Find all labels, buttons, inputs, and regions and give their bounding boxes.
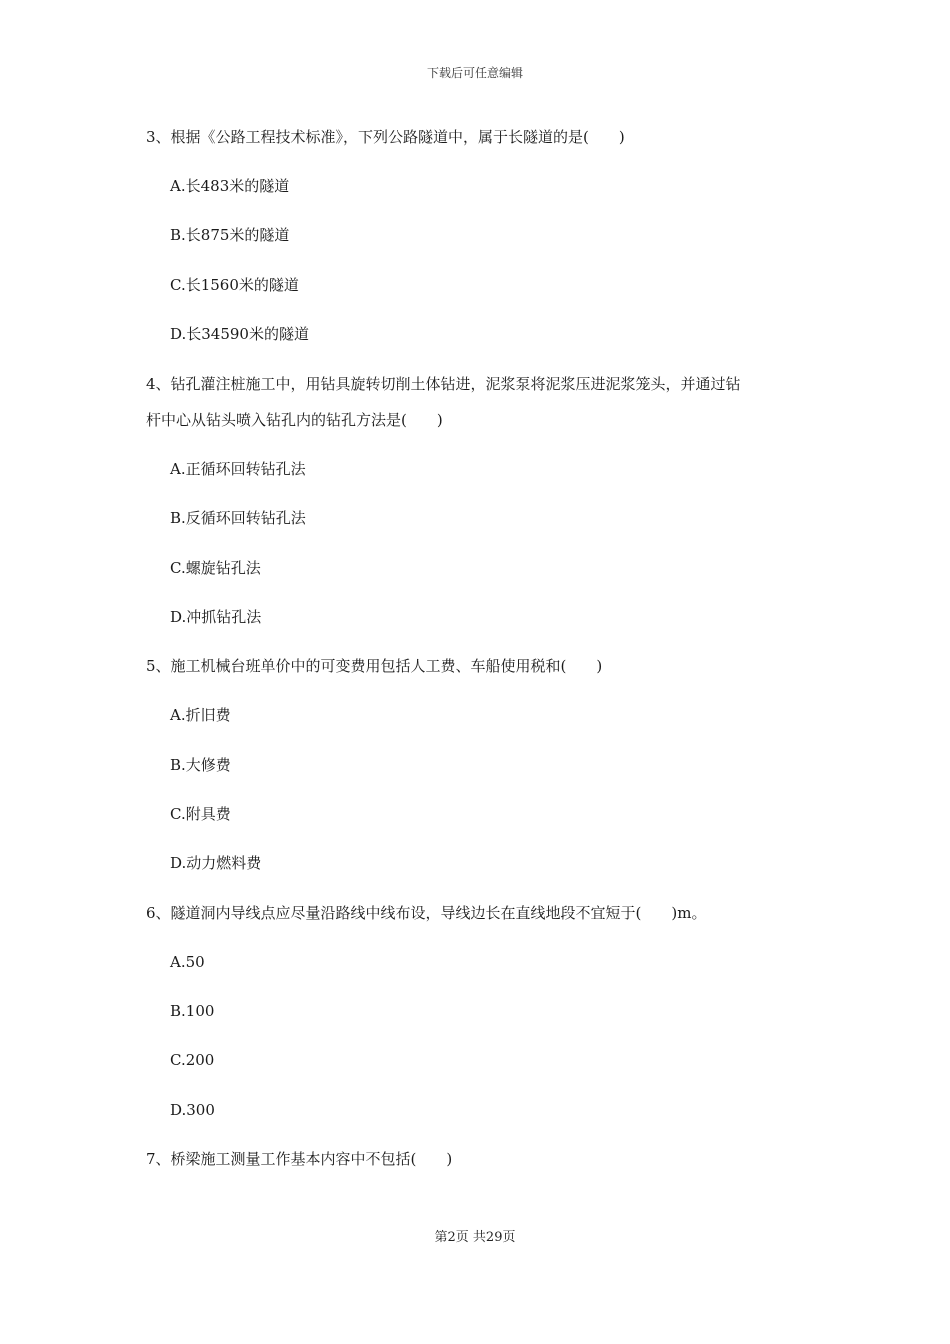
question-5-option-d: D.动力燃料费 (170, 854, 262, 872)
question-4-option-c: C.螺旋钻孔法 (170, 559, 261, 577)
question-7-stem: 7、桥梁施工测量工作基本内容中不包括( ) (146, 1150, 453, 1168)
question-5-option-b: B.大修费 (170, 756, 231, 774)
page-header: 下载后可任意编辑 (426, 66, 523, 80)
question-3-option-b: B.长875米的隧道 (170, 226, 290, 244)
question-4-stem-line-1: 4、钻孔灌注桩施工中，用钻具旋转切削土体钻进，泥浆泵将泥浆压进泥浆笼头，并通过钻 (146, 375, 741, 393)
question-3-stem: 3、根据《公路工程技术标准》，下列公路隧道中，属于长隧道的是( ) (146, 128, 625, 146)
question-4-stem-line-2: 杆中心从钻头喷入钻孔内的钻孔方法是( ) (146, 411, 443, 429)
question-3-option-d: D.长34590米的隧道 (170, 325, 309, 343)
question-5-option-c: C.附具费 (170, 805, 231, 823)
page-number-footer: 第2页 共29页 (434, 1230, 516, 1245)
question-6-stem: 6、隧道洞内导线点应尽量沿路线中线布设，导线边长在直线地段不宜短于( )m。 (146, 904, 707, 922)
question-4-option-d: D.冲抓钻孔法 (170, 608, 262, 626)
question-4-option-a: A.正循环回转钻孔法 (170, 460, 306, 478)
question-4-option-b: B.反循环回转钻孔法 (170, 509, 306, 527)
question-3-option-a: A.长483米的隧道 (170, 177, 290, 195)
question-6-option-b: B.100 (170, 1002, 215, 1020)
question-6-option-d: D.300 (170, 1101, 215, 1119)
question-6-option-a: A.50 (170, 953, 205, 971)
question-3-option-c: C.长1560米的隧道 (170, 276, 299, 294)
question-5-stem: 5、施工机械台班单价中的可变费用包括人工费、车船使用税和( ) (146, 657, 603, 675)
question-5-option-a: A.折旧费 (170, 706, 231, 724)
question-6-option-c: C.200 (170, 1051, 215, 1069)
